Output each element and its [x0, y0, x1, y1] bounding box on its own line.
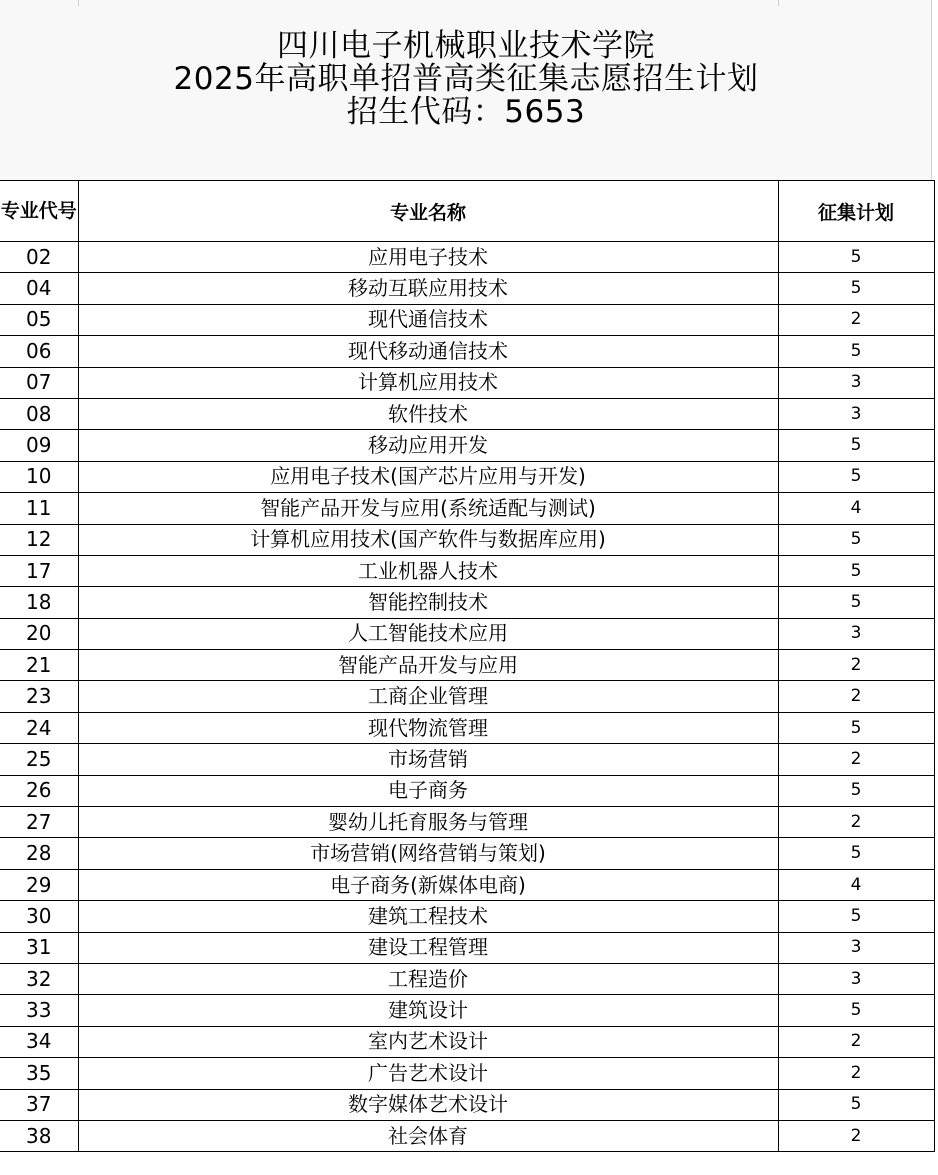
table-body: [0, 242, 934, 1152]
major-name-cell: 现代物流管理: [78, 712, 778, 743]
plan-count-cell: 5: [778, 901, 934, 932]
major-name-cell: 电子商务(新媒体电商): [78, 869, 778, 900]
title-area: [0, 0, 932, 180]
table-row: [0, 587, 934, 618]
table-row: [0, 838, 934, 869]
major-code-cell: 10: [0, 461, 78, 492]
major-name-cell: 移动互联应用技术: [78, 273, 778, 304]
plan-count-cell: 2: [778, 1026, 934, 1057]
table-row: [0, 618, 934, 649]
major-name-cell: 人工智能技术应用: [78, 618, 778, 649]
major-code-cell: 26: [0, 775, 78, 806]
plan-count-cell: 5: [778, 524, 934, 555]
plan-count-cell: 5: [778, 430, 934, 461]
table-row: [0, 461, 934, 492]
major-name-cell: 计算机应用技术: [78, 367, 778, 398]
major-name-cell: 室内艺术设计: [78, 1026, 778, 1057]
table-row: [0, 1026, 934, 1057]
major-name-cell: 工业机器人技术: [78, 555, 778, 586]
plan-count-cell: 2: [778, 304, 934, 335]
major-code-cell: 37: [0, 1089, 78, 1120]
table-row: [0, 1120, 934, 1151]
major-code-cell: 29: [0, 869, 78, 900]
table-row: [0, 336, 934, 367]
header-code: 专业代号: [0, 181, 78, 242]
plan-count-cell: 2: [778, 650, 934, 681]
table-row: [0, 995, 934, 1026]
table-row: [0, 367, 934, 398]
major-code-cell: 33: [0, 995, 78, 1026]
top-divider-right: [778, 0, 779, 6]
major-code-cell: 17: [0, 555, 78, 586]
major-code-cell: 28: [0, 838, 78, 869]
table-row: [0, 869, 934, 900]
major-name-cell: 软件技术: [78, 398, 778, 429]
plan-count-cell: 3: [778, 618, 934, 649]
major-code-cell: 25: [0, 744, 78, 775]
major-name-cell: 婴幼儿托育服务与管理: [78, 807, 778, 838]
table-row: [0, 1058, 934, 1089]
major-name-cell: 智能产品开发与应用: [78, 650, 778, 681]
top-divider-left: [78, 0, 79, 6]
major-name-cell: 市场营销: [78, 744, 778, 775]
plan-count-cell: 5: [778, 775, 934, 806]
plan-count-cell: 5: [778, 587, 934, 618]
major-name-cell: 建设工程管理: [78, 932, 778, 963]
major-name-cell: 广告艺术设计: [78, 1058, 778, 1089]
plan-count-cell: 5: [778, 712, 934, 743]
major-code-cell: 07: [0, 367, 78, 398]
major-name-cell: 社会体育: [78, 1120, 778, 1151]
major-name-cell: 电子商务: [78, 775, 778, 806]
table-row: [0, 430, 934, 461]
major-name-cell: 应用电子技术: [78, 242, 778, 273]
plan-count-cell: 5: [778, 1089, 934, 1120]
plan-count-cell: 2: [778, 681, 934, 712]
plan-count-cell: 5: [778, 555, 934, 586]
major-code-cell: 09: [0, 430, 78, 461]
major-code-cell: 06: [0, 336, 78, 367]
major-code-cell: 02: [0, 242, 78, 273]
plan-count-cell: 5: [778, 461, 934, 492]
major-name-cell: 市场营销(网络营销与策划): [78, 838, 778, 869]
title-plan: 2025年高职单招普高类征集志愿招生计划: [173, 61, 759, 97]
plan-count-cell: 5: [778, 995, 934, 1026]
plan-count-cell: 2: [778, 1058, 934, 1089]
table-row: [0, 901, 934, 932]
title-code: 招生代码：5653: [346, 94, 586, 130]
major-name-cell: 智能控制技术: [78, 587, 778, 618]
plan-count-cell: 5: [778, 838, 934, 869]
major-name-cell: 现代移动通信技术: [78, 336, 778, 367]
plan-count-cell: 2: [778, 1120, 934, 1151]
table-row: [0, 775, 934, 806]
major-name-cell: 工商企业管理: [78, 681, 778, 712]
table-row: [0, 650, 934, 681]
page-title: [0, 30, 932, 129]
table-row: [0, 242, 934, 273]
major-code-cell: 21: [0, 650, 78, 681]
plan-count-cell: 3: [778, 963, 934, 994]
plan-count-cell: 4: [778, 869, 934, 900]
table-row: [0, 932, 934, 963]
header-name: 专业名称: [78, 181, 778, 242]
plan-count-cell: 5: [778, 273, 934, 304]
major-code-cell: 05: [0, 304, 78, 335]
plan-count-cell: 3: [778, 367, 934, 398]
plan-count-cell: 5: [778, 242, 934, 273]
enrollment-plan-table: [0, 180, 935, 1152]
major-code-cell: 34: [0, 1026, 78, 1057]
major-name-cell: 移动应用开发: [78, 430, 778, 461]
major-code-cell: 08: [0, 398, 78, 429]
table-row: [0, 963, 934, 994]
table-row: [0, 555, 934, 586]
major-name-cell: 工程造价: [78, 963, 778, 994]
major-name-cell: 智能产品开发与应用(系统适配与测试): [78, 493, 778, 524]
plan-count-cell: 3: [778, 398, 934, 429]
table-row: [0, 273, 934, 304]
title-school: 四川电子机械职业技术学院: [277, 28, 655, 64]
major-code-cell: 18: [0, 587, 78, 618]
plan-count-cell: 3: [778, 932, 934, 963]
table-row: [0, 744, 934, 775]
table-row: [0, 398, 934, 429]
major-name-cell: 建筑设计: [78, 995, 778, 1026]
major-code-cell: 20: [0, 618, 78, 649]
plan-count-cell: 2: [778, 744, 934, 775]
major-code-cell: 11: [0, 493, 78, 524]
plan-count-cell: 4: [778, 493, 934, 524]
major-name-cell: 建筑工程技术: [78, 901, 778, 932]
table-row: [0, 1089, 934, 1120]
major-code-cell: 24: [0, 712, 78, 743]
major-code-cell: 32: [0, 963, 78, 994]
table-row: [0, 807, 934, 838]
major-code-cell: 23: [0, 681, 78, 712]
plan-count-cell: 2: [778, 807, 934, 838]
table-row: [0, 304, 934, 335]
major-code-cell: 04: [0, 273, 78, 304]
major-code-cell: 31: [0, 932, 78, 963]
table-row: [0, 681, 934, 712]
major-name-cell: 计算机应用技术(国产软件与数据库应用): [78, 524, 778, 555]
table-row: [0, 493, 934, 524]
plan-count-cell: 5: [778, 336, 934, 367]
header-plan: 征集计划: [778, 181, 934, 242]
major-code-cell: 38: [0, 1120, 78, 1151]
table-row: [0, 712, 934, 743]
table-header-row: [0, 181, 934, 242]
table-row: [0, 524, 934, 555]
major-code-cell: 35: [0, 1058, 78, 1089]
major-code-cell: 12: [0, 524, 78, 555]
major-code-cell: 27: [0, 807, 78, 838]
major-code-cell: 30: [0, 901, 78, 932]
major-name-cell: 应用电子技术(国产芯片应用与开发): [78, 461, 778, 492]
major-name-cell: 现代通信技术: [78, 304, 778, 335]
major-name-cell: 数字媒体艺术设计: [78, 1089, 778, 1120]
